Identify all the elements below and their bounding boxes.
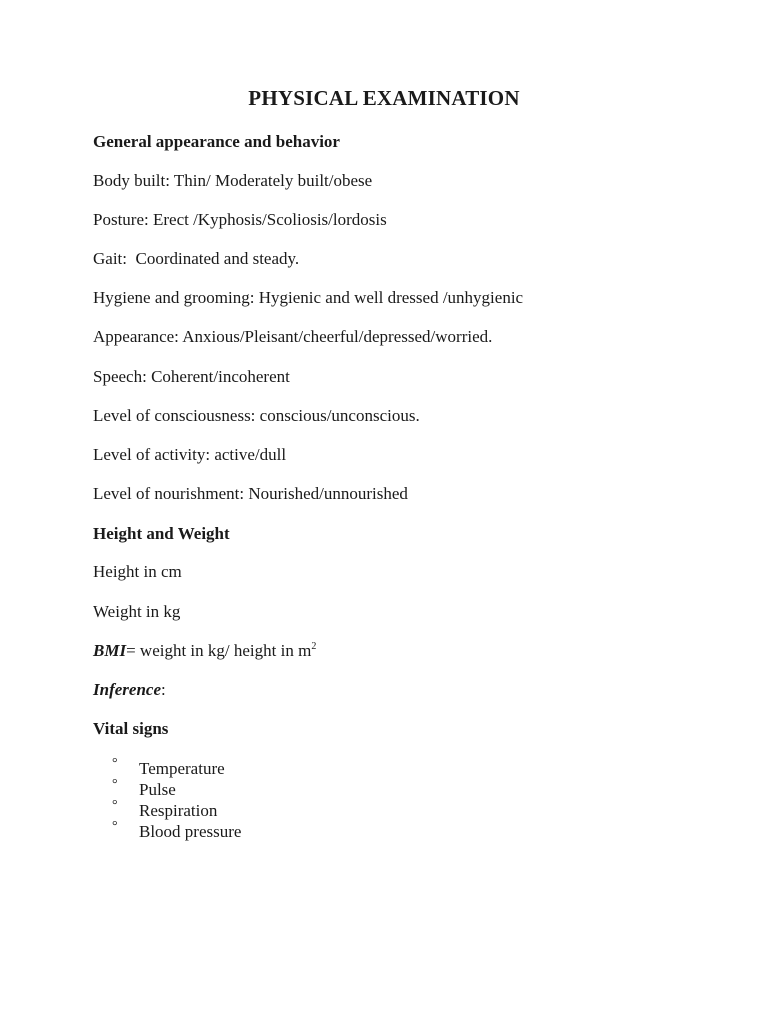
bullet-circle-icon: ° bbox=[112, 777, 118, 792]
inference-suffix: : bbox=[160, 680, 166, 699]
appearance-line: Appearance: Anxious/Pleisant/cheerful/depressed/worried. bbox=[93, 327, 493, 346]
bullet-circle-icon: ° bbox=[112, 756, 118, 771]
speech-line: Speech: Coherent/incoherent bbox=[93, 367, 290, 386]
vital-pulse: Pulse bbox=[139, 780, 176, 799]
hygiene-line: Hygiene and grooming: Hygienic and well dressed /unhygienic bbox=[93, 288, 524, 307]
body-built-line: Body built: Thin/ Moderately built/obese bbox=[93, 171, 373, 190]
consciousness-line: Level of consciousness: conscious/unconscious. bbox=[93, 406, 420, 425]
page-title: PHYSICAL EXAMINATION bbox=[248, 86, 520, 110]
section-heading-height-weight: Height and Weight bbox=[93, 524, 230, 543]
weight-line: Weight in kg bbox=[93, 602, 181, 621]
bmi-superscript: 2 bbox=[311, 641, 317, 652]
bmi-formula: = weight in kg/ height in m bbox=[126, 641, 312, 660]
inference-label: Inference bbox=[93, 680, 161, 699]
vital-temperature: Temperature bbox=[139, 759, 225, 778]
height-line: Height in cm bbox=[93, 562, 182, 581]
section-heading-vitals: Vital signs bbox=[93, 719, 169, 738]
activity-line: Level of activity: active/dull bbox=[93, 445, 287, 464]
bmi-line bbox=[93, 640, 316, 662]
nourishment-line: Level of nourishment: Nourished/unnourished bbox=[93, 484, 408, 503]
bullet-circle-icon: ° bbox=[112, 819, 118, 834]
section-heading-general: General appearance and behavior bbox=[93, 132, 340, 151]
gait-line: Gait: Coordinated and steady. bbox=[93, 249, 300, 268]
vital-respiration: Respiration bbox=[139, 801, 218, 820]
inference-line bbox=[93, 679, 166, 701]
bmi-label: BMI bbox=[93, 641, 127, 660]
bullet-circle-icon: ° bbox=[112, 798, 118, 813]
vital-blood-pressure: Blood pressure bbox=[139, 822, 242, 841]
posture-line: Posture: Erect /Kyphosis/Scoliosis/lordosis bbox=[93, 210, 387, 229]
